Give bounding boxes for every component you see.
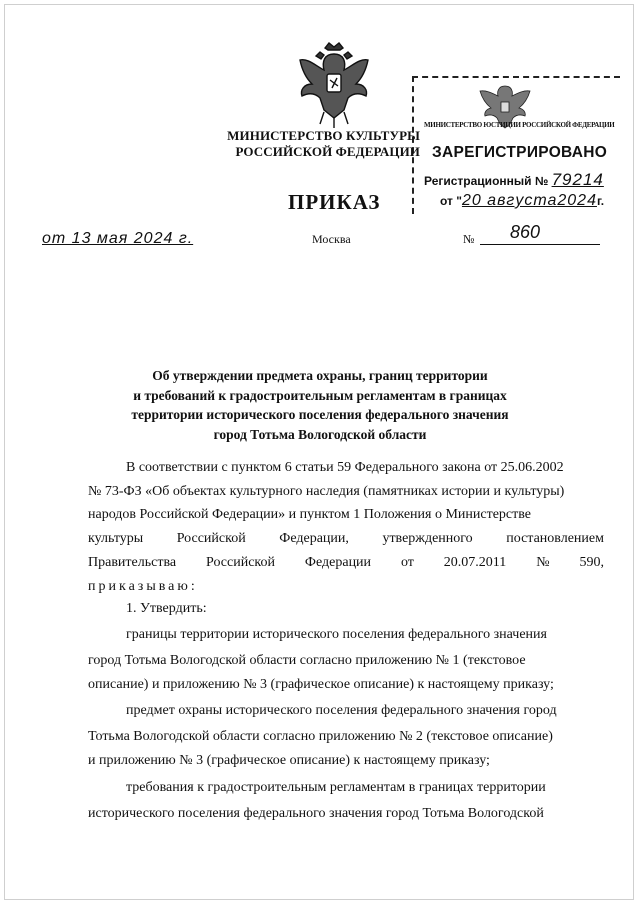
word: 590, xyxy=(579,555,604,570)
ministry-line-1: МИНИСТЕРСТВО КУЛЬТУРЫ xyxy=(227,128,420,143)
word: постановлением xyxy=(506,531,604,546)
heading-line-2: и требований к градостроительным регламентам в границах xyxy=(133,387,507,403)
order-number: 860 xyxy=(510,222,541,242)
word: Правительства xyxy=(88,555,177,570)
order-title: ПРИКАЗ xyxy=(288,190,381,214)
word: утвержденного xyxy=(382,531,473,546)
body-line: предмет охраны исторического поселения федерального значения город xyxy=(126,703,557,718)
stamp-date-suffix: г. xyxy=(596,194,605,208)
stamp-registration-label: Регистрационный № xyxy=(424,174,549,188)
body-line: требования к градостроительным регламентам в границах территории xyxy=(126,780,546,795)
stamp-organization: МИНИСТЕРСТВО ЮСТИЦИИ РОССИЙСКОЙ ФЕДЕРАЦИИ xyxy=(424,121,615,129)
word: Федерации, xyxy=(279,531,349,546)
coat-of-arms-emblem xyxy=(294,40,374,130)
order-city: Москва xyxy=(312,232,351,246)
heading-line-3: территории исторического поселения федерального значения xyxy=(131,407,509,422)
heading-line-4: город Тотьма Вологодской области xyxy=(213,426,427,442)
word: Российской xyxy=(176,531,246,546)
ministry-line-2: РОССИЙСКОЙ ФЕДЕРАЦИИ xyxy=(235,144,420,159)
order-number-underline xyxy=(480,244,600,245)
word: Федерации xyxy=(304,555,372,570)
word: 20.07.2011 xyxy=(443,555,507,570)
stamp-date-prefix: от " xyxy=(440,194,462,208)
body-line: В соответствии с пунктом 6 статьи 59 Федерального закона от 25.06.2002 xyxy=(126,460,564,475)
body-line: город Тотьма Вологодской области согласно приложению № 1 (текстовое xyxy=(88,653,526,668)
body-line: Тотьма Вологодской области согласно приложению № 2 (текстовое описание) xyxy=(88,729,553,744)
body-line: исторического поселения федерального значения город Тотьма Вологодской xyxy=(88,806,544,821)
stamp-registered-label: ЗАРЕГИСТРИРОВАНО xyxy=(432,144,608,161)
body-line: описание) и приложению № 3 (графическое описание) к настоящему приказу; xyxy=(88,677,554,692)
body-line: № 73-ФЗ «Об объектах культурного наследия (памятниках истории и культуры) xyxy=(88,484,565,499)
word: № xyxy=(536,555,550,570)
word: от xyxy=(400,555,414,570)
order-date: от 13 мая 2024 г. xyxy=(42,230,194,247)
body-line-justified xyxy=(88,531,604,547)
stamp-date-handwritten: 20 августа xyxy=(461,192,558,209)
word: Российской xyxy=(206,555,276,570)
stamp-date-year: 2024 xyxy=(557,192,597,209)
document-heading xyxy=(90,366,550,444)
ministry-name xyxy=(196,128,420,160)
body-line: и приложению № 3 (графическое описание) к настоящему приказу; xyxy=(88,753,490,768)
body-line: народов Российской Федерации» и пунктом 1 Положения о Министерстве xyxy=(88,507,532,522)
body-line: границы территории исторического поселения федерального значения xyxy=(126,627,547,642)
stamp-registration-number: 79214 xyxy=(551,170,604,189)
body-line-justified xyxy=(88,555,604,571)
stamp-date-line xyxy=(440,192,604,210)
body-line: приказываю: xyxy=(88,579,198,594)
stamp-registration-number-line xyxy=(424,170,604,190)
order-number-label: № xyxy=(463,232,475,246)
word: культуры xyxy=(88,531,144,546)
heading-line-1: Об утверждении предмета охраны, границ территории xyxy=(152,368,488,383)
body-line: 1. Утвердить: xyxy=(126,601,207,616)
